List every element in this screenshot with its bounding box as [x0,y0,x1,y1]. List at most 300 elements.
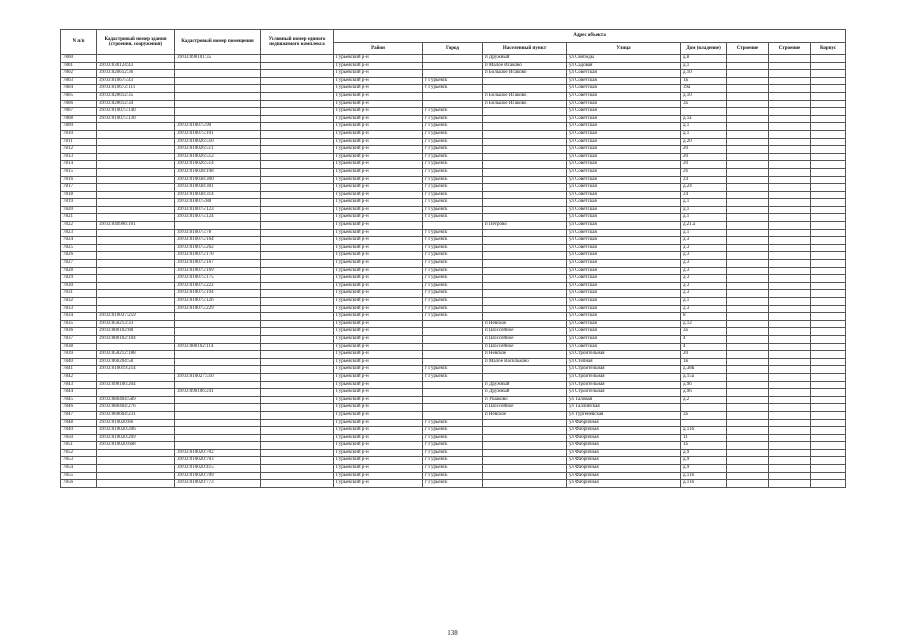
cell-city: г Гурьевск [423,161,483,169]
cell-district: Гурьевский р-н [334,237,423,245]
cell-cad-building: 39:03:080102:104 [97,335,175,343]
cell-row-num: 7841 [61,366,97,374]
cell-korpus [811,206,846,214]
cell-cad-room: 39:03:010020:709 [175,472,261,480]
cell-cad-building [97,465,175,473]
cell-city: г Гурьевск [423,457,483,465]
cell-street: ул Советская [567,343,681,351]
cell-city: г Гурьевск [423,123,483,131]
cell-row-num: 7838 [61,343,97,351]
cell-cad-room [175,411,261,419]
cell-cad-room: 39:03:010075:90 [175,123,261,131]
cell-row-num: 7844 [61,389,97,397]
cell-row-num: 7804 [61,85,97,93]
cell-cad-building: 39:03:080404:276 [97,404,175,412]
cell-korpus [811,275,846,283]
header-address: Адрес объекта [334,30,846,43]
cell-house: д.1 [681,130,727,138]
cell-row-num: 7840 [61,358,97,366]
cell-structure [769,100,811,108]
header-house: Дом (владение) [681,43,727,55]
cell-settlement [483,244,567,252]
cell-city [423,343,483,351]
cell-cad-room: 39:03:010075:222 [175,282,261,290]
cell-korpus [811,191,846,199]
cell-cad-room: 39:03:010075:229 [175,305,261,313]
cell-house: 3а [681,328,727,336]
cell-city: г Гурьевск [423,313,483,321]
cell-korpus [811,442,846,450]
table-row [61,275,846,283]
table-row [61,108,846,116]
cell-row-num: 7823 [61,229,97,237]
cell-district: Гурьевский р-н [334,62,423,70]
cell-structure [769,381,811,389]
cell-cad-building [97,184,175,192]
cell-city: г Гурьевск [423,108,483,116]
cell-building [727,123,769,131]
cell-row-num: 7801 [61,62,97,70]
cell-korpus [811,358,846,366]
cell-korpus [811,267,846,275]
cell-row-num: 7827 [61,260,97,268]
cell-cad-building: 39:03:010020:206 [97,427,175,435]
cell-settlement [483,168,567,176]
cell-street: ул Советская [567,199,681,207]
cell-street: ул Фабричная [567,434,681,442]
cell-district: Гурьевский р-н [334,305,423,313]
cell-korpus [811,449,846,457]
cell-structure [769,267,811,275]
cell-building [727,373,769,381]
cell-cad-room: 39:03:010075:123 [175,206,261,214]
cell-house: д.1 [681,123,727,131]
cell-row-num: 7849 [61,427,97,435]
cell-building [727,222,769,230]
cell-street: ул Советская [567,138,681,146]
cell-cond-num [261,298,334,306]
table-row [61,457,846,465]
cell-row-num: 7824 [61,237,97,245]
cell-district: Гурьевский р-н [334,381,423,389]
cell-cad-room [175,404,261,412]
cell-cond-num [261,237,334,245]
table-row [61,305,846,313]
cell-cad-room: 39:03:010038:198 [175,168,261,176]
cell-cad-room: 39:03:010038:314 [175,191,261,199]
table-row [61,92,846,100]
cell-korpus [811,328,846,336]
cell-structure [769,237,811,245]
cell-building [727,480,769,488]
table-row [61,85,846,93]
cell-structure [769,465,811,473]
cell-structure [769,373,811,381]
cell-structure [769,214,811,222]
cell-settlement [483,184,567,192]
cell-building [727,457,769,465]
cell-building [727,465,769,473]
cell-cad-room [175,358,261,366]
cell-street: ул Советская [567,130,681,138]
cell-building [727,260,769,268]
table-row [61,115,846,123]
cell-cad-room [175,442,261,450]
cell-street: ул Советская [567,85,681,93]
cell-city: г Гурьевск [423,305,483,313]
table-row [61,358,846,366]
cell-settlement [483,176,567,184]
cell-cond-num [261,161,334,169]
cell-city: г Гурьевск [423,465,483,473]
cell-city: г Гурьевск [423,229,483,237]
cell-building [727,115,769,123]
cell-cad-building: 39:03:050212:188 [97,351,175,359]
cell-korpus [811,313,846,321]
cell-city [423,222,483,230]
cell-korpus [811,351,846,359]
table-row [61,389,846,397]
cell-street: ул Тургеневская [567,411,681,419]
cell-cad-room: 39:03:010075:101 [175,130,261,138]
cell-structure [769,244,811,252]
cell-cad-building [97,123,175,131]
cell-building [727,70,769,78]
cell-city: г Гурьевск [423,419,483,427]
cell-row-num: 7819 [61,199,97,207]
cell-settlement [483,252,567,260]
cell-structure [769,184,811,192]
cell-district: Гурьевский р-н [334,191,423,199]
cell-city: г Гурьевск [423,191,483,199]
table-row [61,168,846,176]
cell-building [727,146,769,154]
cell-cond-num [261,267,334,275]
cell-cad-room: 39:03:010020:415 [175,465,261,473]
cell-settlement [483,161,567,169]
cell-row-num: 7845 [61,396,97,404]
cell-cad-building [97,290,175,298]
cell-settlement [483,267,567,275]
cell-district: Гурьевский р-н [334,168,423,176]
cell-district: Гурьевский р-н [334,85,423,93]
cell-street: ул Фабричная [567,449,681,457]
cell-structure [769,472,811,480]
cell-cad-room: 39:03:010075:169 [175,267,261,275]
table-row [61,404,846,412]
cell-cad-room: 39:03:010075:175 [175,275,261,283]
table-row [61,313,846,321]
cell-house: 4 [681,343,727,351]
cell-cad-room: 39:03:090101:35 [175,55,261,63]
cell-korpus [811,305,846,313]
cell-row-num: 7818 [61,191,97,199]
cell-house: д.8 [681,55,727,63]
cell-building [727,176,769,184]
cell-structure [769,176,811,184]
cell-house: д.11б [681,480,727,488]
cell-cad-building [97,191,175,199]
cell-row-num: 7834 [61,313,97,321]
cell-building [727,298,769,306]
cell-row-num: 7816 [61,176,97,184]
cell-city: г Гурьевск [423,298,483,306]
cell-structure [769,358,811,366]
cell-district: Гурьевский р-н [334,335,423,343]
cell-cad-building: 39:03:010075:130 [97,115,175,123]
cell-house: д.9 [681,465,727,473]
cell-korpus [811,260,846,268]
cell-cad-building: 39:03:040906:101 [97,222,175,230]
cell-row-num: 7851 [61,442,97,450]
cell-street: ул Таллинская [567,404,681,412]
cell-city: г Гурьевск [423,282,483,290]
cell-cad-building [97,267,175,275]
cell-building [727,168,769,176]
cell-district: Гурьевский р-н [334,77,423,85]
cell-street: ул Строительная [567,381,681,389]
cell-street: ул Советская [567,320,681,328]
cell-district: Гурьевский р-н [334,427,423,435]
cell-cad-room: 39:03:010075:88 [175,199,261,207]
cell-district: Гурьевский р-н [334,115,423,123]
cell-street: ул Советская [567,267,681,275]
cell-district: Гурьевский р-н [334,184,423,192]
cell-cond-num [261,472,334,480]
table-row [61,381,846,389]
cell-house: д.11б [681,427,727,435]
cell-district: Гурьевский р-н [334,146,423,154]
cell-cad-room: 39:03:010038:300 [175,176,261,184]
cell-house: д.1 [681,199,727,207]
cell-cond-num [261,123,334,131]
cell-row-num: 7809 [61,123,97,131]
cell-house: д.1 [681,214,727,222]
cell-row-num: 7802 [61,70,97,78]
cell-cad-room [175,366,261,374]
cell-structure [769,480,811,488]
cell-cond-num [261,153,334,161]
cell-structure [769,434,811,442]
cell-cond-num [261,62,334,70]
cell-cond-num [261,396,334,404]
cell-cad-room: 39:03:010026:512 [175,153,261,161]
cell-structure [769,206,811,214]
cell-cond-num [261,449,334,457]
table-row [61,100,846,108]
cell-settlement [483,472,567,480]
cell-row-num: 7803 [61,77,97,85]
cell-building [727,343,769,351]
cell-district: Гурьевский р-н [334,108,423,116]
table-row [61,434,846,442]
cell-cond-num [261,260,334,268]
cell-city [423,320,483,328]
cell-house: д.21.а [681,222,727,230]
cell-building [727,411,769,419]
cell-settlement: п Большое Исаково [483,70,567,78]
cell-cond-num [261,92,334,100]
table-row [61,62,846,70]
cell-structure [769,442,811,450]
cell-house: д.3 [681,260,727,268]
cell-cad-building: 39:03:020612:35 [97,92,175,100]
cell-cad-building [97,146,175,154]
cell-settlement [483,115,567,123]
cell-row-num: 7821 [61,214,97,222]
cell-row-num: 7814 [61,161,97,169]
cell-cad-building: 39:03:010075:140 [97,108,175,116]
table-row [61,130,846,138]
cell-street: ул Советская [567,290,681,298]
cell-cad-room [175,115,261,123]
cell-house: д.3 [681,252,727,260]
cell-row-num: 7832 [61,298,97,306]
cell-row-num: 7808 [61,115,97,123]
cell-row-num: 7800 [61,55,97,63]
cell-row-num: 7813 [61,153,97,161]
cell-district: Гурьевский р-н [334,396,423,404]
cell-settlement: п Дружный [483,381,567,389]
cell-korpus [811,480,846,488]
cell-street: ул Советская [567,275,681,283]
cell-building [727,161,769,169]
cell-cad-building: 39:03:010019:214 [97,366,175,374]
cell-street: ул Степная [567,358,681,366]
cell-city: г Гурьевск [423,480,483,488]
cell-district: Гурьевский р-н [334,389,423,397]
cell-city: г Гурьевск [423,290,483,298]
cell-building [727,252,769,260]
table-row [61,343,846,351]
table-row [61,153,846,161]
cell-cad-room: 39:03:010038:301 [175,184,261,192]
cell-structure [769,457,811,465]
cell-korpus [811,419,846,427]
cell-korpus [811,320,846,328]
cell-cad-building [97,176,175,184]
table-row [61,419,846,427]
cell-street: ул Строительная [567,351,681,359]
cell-cond-num [261,465,334,473]
cell-district: Гурьевский р-н [334,328,423,336]
cell-house: 1в [681,358,727,366]
cell-house: 20 [681,146,727,154]
cell-cad-building [97,298,175,306]
cell-district: Гурьевский р-н [334,267,423,275]
table-row [61,480,846,488]
cell-cad-room [175,381,261,389]
cell-settlement: п Большое Исаково [483,100,567,108]
cell-building [727,85,769,93]
cell-row-num: 7822 [61,222,97,230]
cell-cad-room: 39:03:010027:510 [175,373,261,381]
cell-street: ул Фабричная [567,480,681,488]
cell-korpus [811,85,846,93]
cell-building [727,389,769,397]
cell-cad-building [97,153,175,161]
cell-settlement [483,290,567,298]
cell-cond-num [261,176,334,184]
cell-structure [769,55,811,63]
cell-cond-num [261,305,334,313]
cell-building [727,434,769,442]
cell-korpus [811,176,846,184]
cell-cad-building: 39:03:010037:259 [97,313,175,321]
table-row [61,244,846,252]
cell-cond-num [261,389,334,397]
cell-house: д.3 [681,275,727,283]
cell-district: Гурьевский р-н [334,290,423,298]
cell-district: Гурьевский р-н [334,358,423,366]
table-row [61,411,846,419]
cell-settlement [483,260,567,268]
cell-cond-num [261,320,334,328]
cell-house: д.1 [681,206,727,214]
cell-street: ул Фабричная [567,457,681,465]
cell-cond-num [261,343,334,351]
cell-house: д.2 [681,396,727,404]
cell-city: г Гурьевск [423,373,483,381]
cell-house: д.3 [681,305,727,313]
cell-city: г Гурьевск [423,427,483,435]
cell-row-num: 7853 [61,457,97,465]
cell-district: Гурьевский р-н [334,123,423,131]
cell-house: д.11б [681,472,727,480]
cell-city [423,328,483,336]
cell-structure [769,282,811,290]
cell-house: д.1 [681,298,727,306]
cell-row-num: 7856 [61,480,97,488]
cell-settlement: п Невское [483,411,567,419]
table-row [61,161,846,169]
cell-settlement [483,366,567,374]
cell-street: ул Советская [567,191,681,199]
cell-settlement [483,146,567,154]
cell-city: г Гурьевск [423,434,483,442]
cell-cad-building: 39:03:080102:88 [97,328,175,336]
cell-district: Гурьевский р-н [334,282,423,290]
cell-building [727,358,769,366]
cell-cad-room [175,335,261,343]
cell-cad-building [97,55,175,63]
cell-settlement [483,85,567,93]
cell-cond-num [261,335,334,343]
cell-settlement [483,449,567,457]
table-row [61,222,846,230]
cell-house: 20 [681,161,727,169]
cell-cad-room [175,328,261,336]
cell-row-num: 7847 [61,411,97,419]
table-row [61,282,846,290]
cell-city: г Гурьевск [423,472,483,480]
cell-street: ул Советская [567,184,681,192]
table-row [61,290,846,298]
cell-row-num: 7831 [61,290,97,298]
cell-cond-num [261,100,334,108]
header-num: N п/п [61,30,97,55]
cell-building [727,191,769,199]
cell-korpus [811,373,846,381]
cell-korpus [811,389,846,397]
cell-cad-building: 39:03:050213:33 [97,320,175,328]
cell-structure [769,199,811,207]
cell-settlement: п Шоссейное [483,343,567,351]
cell-cad-room [175,92,261,100]
cell-structure [769,153,811,161]
table-row [61,123,846,131]
cell-district: Гурьевский р-н [334,351,423,359]
